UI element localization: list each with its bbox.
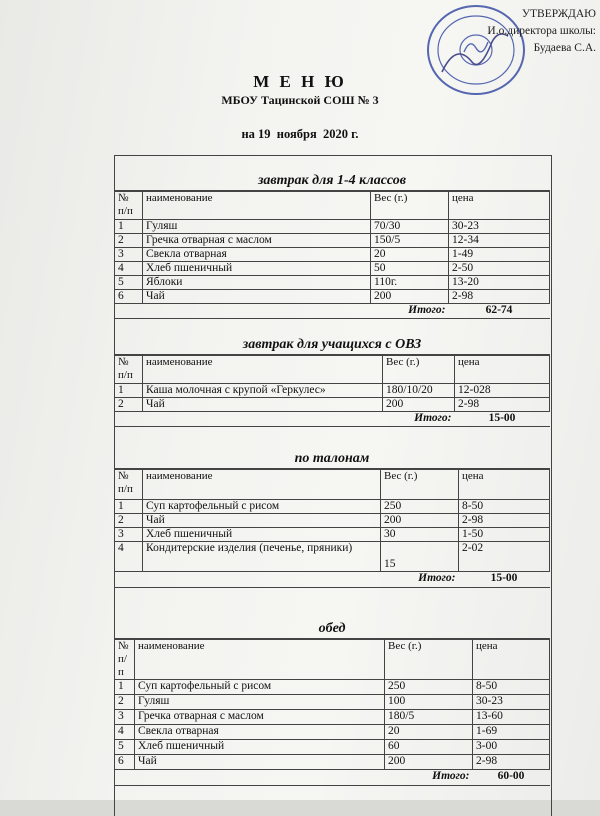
menu-table (114, 355, 550, 427)
table-row (115, 262, 550, 276)
row-price: 2-50 (449, 262, 550, 276)
row-name: Хлеб пшеничный (143, 528, 381, 542)
total-label: Итого: (115, 412, 455, 427)
row-price: 12-028 (455, 384, 550, 398)
table-row (115, 755, 550, 770)
row-price: 13-60 (473, 710, 550, 725)
row-num: 5 (115, 276, 143, 290)
row-num: 2 (115, 695, 135, 710)
section-lunch (114, 620, 550, 786)
row-num: 1 (115, 220, 143, 234)
col-weight: Вес (г.) (383, 356, 455, 384)
table-row (115, 740, 550, 755)
table-header (115, 640, 550, 680)
row-num: 4 (115, 542, 143, 572)
row-num: 5 (115, 740, 135, 755)
row-price: 2-98 (473, 755, 550, 770)
col-name: наименование (143, 192, 371, 220)
total-value: 62-74 (449, 304, 550, 319)
row-num: 3 (115, 528, 143, 542)
row-weight: 250 (385, 680, 473, 695)
section-title: по талонам (114, 450, 550, 469)
section-title: обед (114, 620, 550, 639)
row-name: Суп картофельный с рисом (135, 680, 385, 695)
table-row (115, 500, 550, 514)
row-name: Гречка отварная с маслом (135, 710, 385, 725)
row-price: 13-20 (449, 276, 550, 290)
table-header (115, 192, 550, 220)
row-weight: 200 (385, 755, 473, 770)
col-weight: Вес (г.) (371, 192, 449, 220)
approver-position: И.о.директора школы: (487, 25, 596, 37)
row-num: 2 (115, 398, 143, 412)
col-price: цена (449, 192, 550, 220)
table-header (115, 356, 550, 384)
row-weight: 180/5 (385, 710, 473, 725)
col-num: № п/п (115, 356, 143, 384)
row-price: 12-34 (449, 234, 550, 248)
row-num: 1 (115, 680, 135, 695)
table-row (115, 710, 550, 725)
row-price: 30-23 (473, 695, 550, 710)
row-name: Суп картофельный с рисом (143, 500, 381, 514)
table-row (115, 384, 550, 398)
section-breakfast-1-4 (114, 172, 550, 319)
table-row (115, 220, 550, 234)
col-name: наименование (135, 640, 385, 680)
total-label: Итого: (115, 572, 459, 588)
row-name: Чай (143, 514, 381, 528)
row-weight: 15 (381, 542, 459, 572)
row-name: Кондитерские изделия (печенье, пряники) (143, 542, 381, 572)
page-title: М Е Н Ю (253, 72, 347, 91)
row-weight: 20 (371, 248, 449, 262)
menu-date: на 19 ноября 2020 г. (241, 127, 359, 141)
col-price: цена (459, 470, 550, 500)
table-row (115, 276, 550, 290)
col-weight: Вес (г.) (381, 470, 459, 500)
row-price: 2-02 (459, 542, 550, 572)
table-row (115, 528, 550, 542)
row-weight: 250 (381, 500, 459, 514)
row-name: Свекла отварная (143, 248, 371, 262)
row-num: 2 (115, 234, 143, 248)
row-num: 1 (115, 384, 143, 398)
school-name: МБОУ Тацинской СОШ № 3 (221, 93, 379, 107)
table-row (115, 290, 550, 304)
row-price: 8-50 (459, 500, 550, 514)
row-num: 3 (115, 248, 143, 262)
row-name: Свекла отварная (135, 725, 385, 740)
row-weight: 200 (383, 398, 455, 412)
table-row (115, 248, 550, 262)
row-price: 1-49 (449, 248, 550, 262)
row-name: Гуляш (135, 695, 385, 710)
row-name: Гуляш (143, 220, 371, 234)
col-num: № п/п (115, 470, 143, 500)
row-name: Хлеб пшеничный (135, 740, 385, 755)
row-name: Хлеб пшеничный (143, 262, 371, 276)
row-price: 1-69 (473, 725, 550, 740)
row-weight: 150/5 (371, 234, 449, 248)
row-num: 4 (115, 725, 135, 740)
row-name: Чай (135, 755, 385, 770)
row-price: 1-50 (459, 528, 550, 542)
row-weight: 20 (385, 725, 473, 740)
menu-table (114, 639, 550, 786)
row-price: 2-98 (449, 290, 550, 304)
table-row (115, 680, 550, 695)
col-weight: Вес (г.) (385, 640, 473, 680)
col-name: наименование (143, 470, 381, 500)
total-row (115, 770, 550, 786)
total-value: 15-00 (455, 412, 550, 427)
row-name: Чай (143, 398, 383, 412)
table-row (115, 542, 550, 572)
row-weight: 180/10/20 (383, 384, 455, 398)
table-row (115, 725, 550, 740)
total-row (115, 412, 550, 427)
total-label: Итого: (115, 304, 449, 319)
row-num: 2 (115, 514, 143, 528)
total-value: 60-00 (473, 770, 550, 786)
row-num: 1 (115, 500, 143, 514)
menu-table (114, 191, 550, 319)
row-price: 2-98 (455, 398, 550, 412)
row-num: 6 (115, 755, 135, 770)
row-weight: 200 (381, 514, 459, 528)
total-label: Итого: (115, 770, 473, 786)
table-row (115, 514, 550, 528)
total-row (115, 572, 550, 588)
row-weight: 100 (385, 695, 473, 710)
col-price: цена (473, 640, 550, 680)
row-name: Гречка отварная с маслом (143, 234, 371, 248)
row-num: 4 (115, 262, 143, 276)
approver-name: Будаева С.А. (533, 42, 596, 54)
approve-label: УТВЕРЖДАЮ (521, 8, 596, 20)
row-weight: 50 (371, 262, 449, 276)
row-price: 30-23 (449, 220, 550, 234)
row-price: 2-98 (459, 514, 550, 528)
row-price: 8-50 (473, 680, 550, 695)
section-title: завтрак для учащихся с ОВЗ (114, 336, 550, 355)
row-num: 6 (115, 290, 143, 304)
section-coupons (114, 450, 550, 588)
row-weight: 70/30 (371, 220, 449, 234)
approval-block (446, 6, 596, 57)
row-num: 3 (115, 710, 135, 725)
row-name: Каша молочная с крупой «Геркулес» (143, 384, 383, 398)
section-breakfast-ovz (114, 336, 550, 427)
row-name: Чай (143, 290, 371, 304)
row-price: 3-00 (473, 740, 550, 755)
table-header (115, 470, 550, 500)
table-row (115, 398, 550, 412)
total-row (115, 304, 550, 319)
row-name: Яблоки (143, 276, 371, 290)
menu-table (114, 469, 550, 588)
table-row (115, 695, 550, 710)
row-weight: 60 (385, 740, 473, 755)
row-weight: 110г. (371, 276, 449, 290)
row-weight: 30 (381, 528, 459, 542)
col-num: № п/п (115, 640, 135, 680)
table-row (115, 234, 550, 248)
col-name: наименование (143, 356, 383, 384)
total-value: 15-00 (459, 572, 550, 588)
col-num: № п/п (115, 192, 143, 220)
col-price: цена (455, 356, 550, 384)
section-title: завтрак для 1-4 классов (114, 172, 550, 191)
row-weight: 200 (371, 290, 449, 304)
